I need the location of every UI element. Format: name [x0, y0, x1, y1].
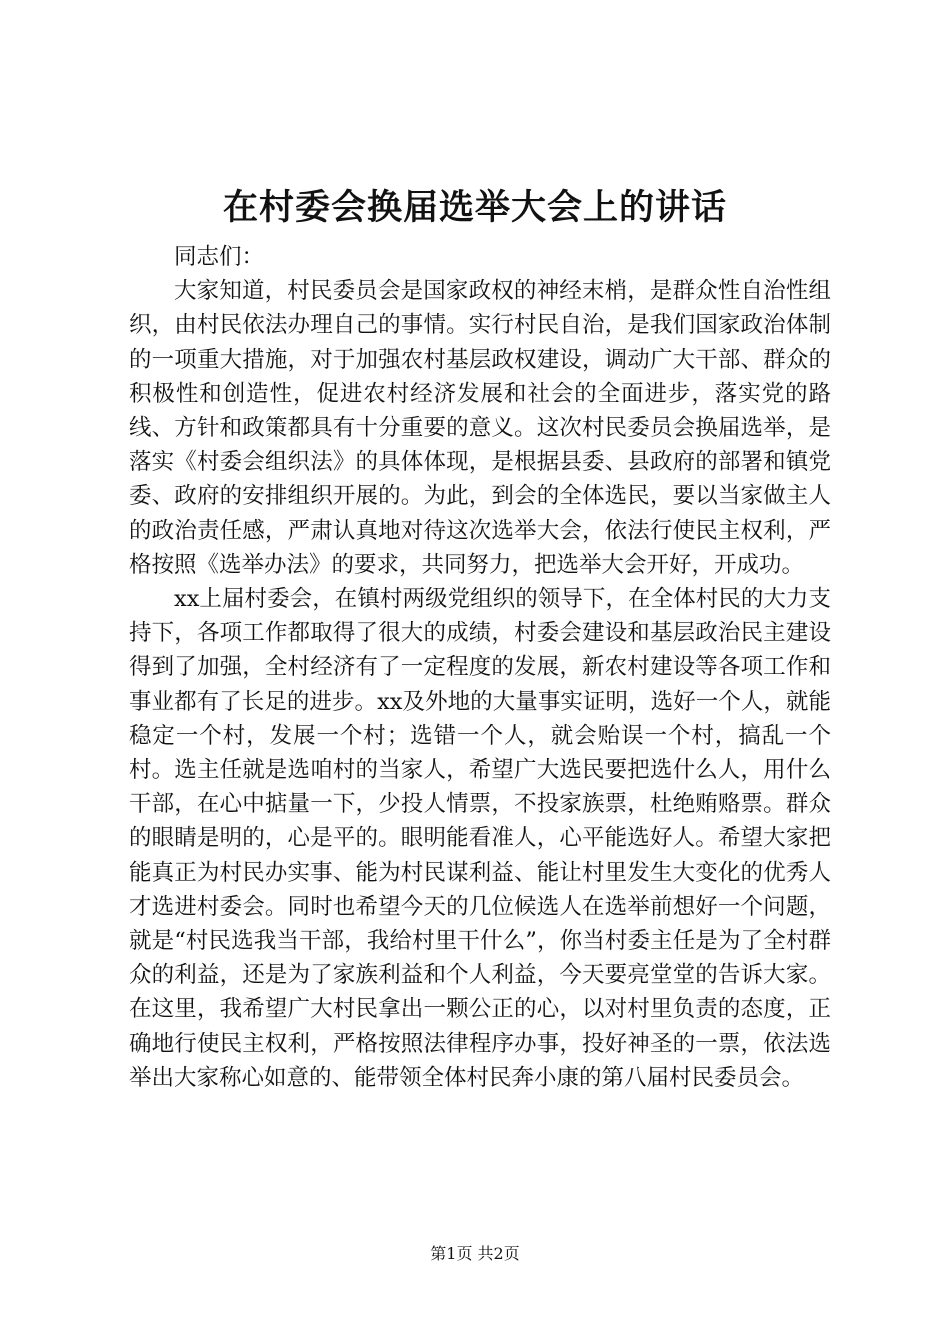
document-body — [129, 240, 831, 1095]
paragraph-1: 大家知道，村民委员会是国家政权的神经末梢，是群众性自治性组织，由村民依法办理自己的事情。实行村民自治，是我们国家政治体制的一项重大措施，对于加强农村基层政权建设，调动广大干部、群众的积极性和创造性，促进农村经济发展和社会的全面进步，落实党的路线、方针和政策都具有十分重要的意义。这次村民委员会换届选举，是落实《村委会组织法》的具体体现，是根据县委、县政府的部署和镇党委、政府的安排组织开展的。为此，到会的全体选民，要以当家做主人的政治责任感，严肃认真地对待这次选举大会，依法行使民主权利，严格按照《选举办法》的要求，共同努力，把选举大会开好，开成功。 — [129, 278, 831, 578]
salutation: 同志们： — [174, 244, 265, 270]
page-number-footer: 第1页 共2页 — [430, 1244, 520, 1263]
page-title: 在村委会换届选举大会上的讲话 — [222, 187, 727, 228]
paragraph-2: xx上届村委会，在镇村两级党组织的领导下，在全体村民的大力支持下，各项工作都取得了很大的成绩，村委会建设和基层政治民主建设得到了加强，全村经济有了一定程度的发展，新农村建设等各项工作和事业都有了长足的进步。xx及外地的大量事实证明，选好一个人，就能稳定一个村，发展一个村；选错一个人，就会贻误一个村，搞乱一个村。选主任就是选咱村的当家人，希望广大选民要把选什么人，用什么干部，在心中掂量一下，少投人情票，不投家族票，杜绝贿赂票。群众的眼睛是明的，心是平的。眼明能看准人，心平能选好人。希望大家把能真正为村民办实事、能为村民谋利益、能让村里发生大变化的优秀人才选进村委会。同时也希望今天的几位候选人在选举前想好一个问题，就是“村民选我当干部，我给村里干什么”，你当村委主任是为了全村群众的利益，还是为了家族利益和个人利益，今天要亮堂堂的告诉大家。在这里，我希望广大村民拿出一颗公正的心，以对村里负责的态度，正确地行使民主权利，严格按照法律程序办事，投好神圣的一票，依法选举出大家称心如意的、能带领全体村民奔小康的第八届村民委员会。 — [129, 586, 831, 1091]
